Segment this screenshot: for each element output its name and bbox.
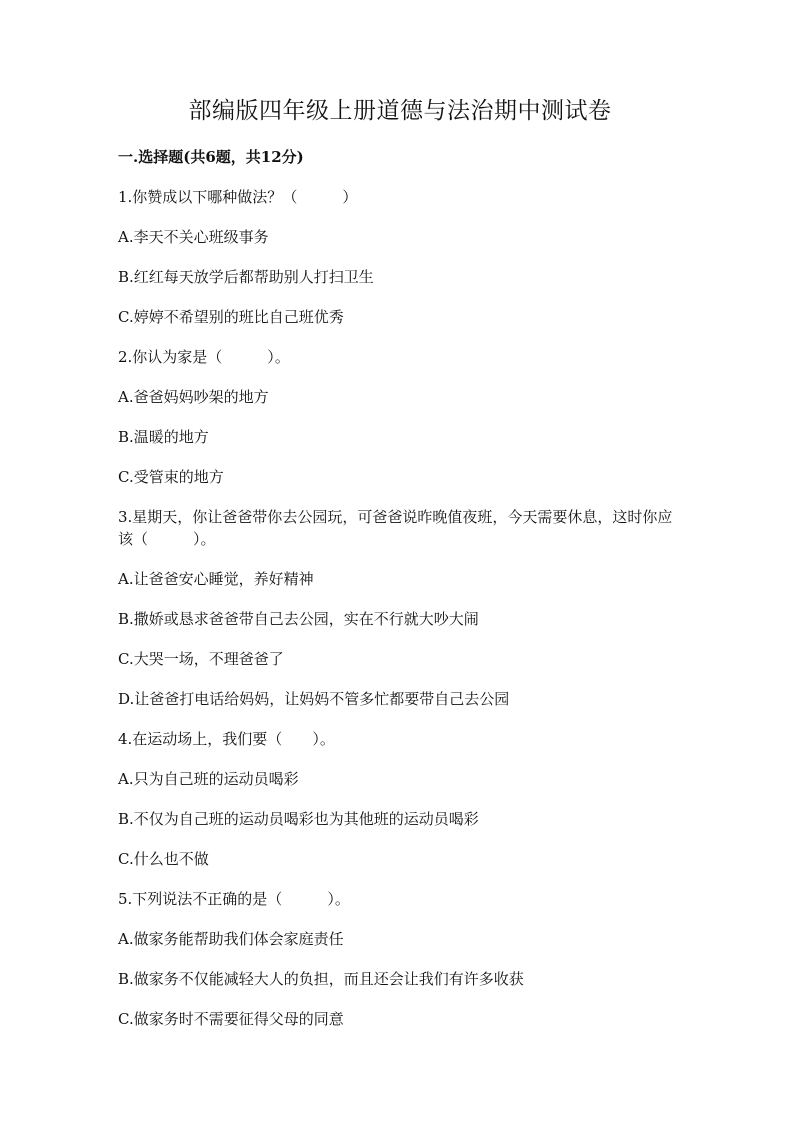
question-2-option-a: A.爸爸妈妈吵架的地方: [118, 388, 269, 406]
question-2-option-b: B.温暖的地方: [118, 428, 209, 446]
question-stem-5: 5.下列说法不正确的是（ ）。: [118, 890, 350, 908]
question-2-option-c: C.受管束的地方: [118, 468, 224, 486]
question-3-option-b: B.撒娇或恳求爸爸带自己去公园，实在不行就大吵大闹: [118, 610, 479, 628]
question-stem-4: 4.在运动场上，我们要（ ）。: [118, 730, 335, 748]
question-1-option-c: C.婷婷不希望别的班比自己班优秀: [118, 308, 344, 326]
question-1-option-b: B.红红每天放学后都帮助别人打扫卫生: [118, 268, 374, 286]
question-5-option-c: C.做家务时不需要征得父母的同意: [118, 1010, 344, 1028]
question-list: [118, 186, 678, 1048]
question-5-option-a: A.做家务能帮助我们体会家庭责任: [118, 930, 344, 948]
question-3-option-a: A.让爸爸安心睡觉，养好精神: [118, 570, 314, 588]
question-stem-2: 2.你认为家是（ ）。: [118, 348, 290, 366]
question-1-option-a: A.李天不关心班级事务: [118, 228, 269, 246]
question-4-option-c: C.什么也不做: [118, 850, 209, 868]
question-4-option-a: A.只为自己班的运动员喝彩: [118, 770, 299, 788]
question-3-option-c: C.大哭一场，不理爸爸了: [118, 650, 284, 668]
section-heading: 一.选择题(共6题，共12分): [118, 148, 304, 166]
question-stem-1: 1.你赞成以下哪种做法？（ ）: [118, 188, 358, 206]
question-stem-3: 3.星期天，你让爸爸带你去公园玩，可爸爸说昨晚值夜班，今天需要休息，这时你应该（ ）。: [118, 508, 673, 548]
question-3-option-d: D.让爸爸打电话给妈妈，让妈妈不管多忙都要带自己去公园: [118, 690, 510, 708]
question-5-option-b: B.做家务不仅能减轻大人的负担，而且还会让我们有许多收获: [118, 970, 524, 988]
page-title: 部编版四年级上册道德与法治期中测试卷: [188, 98, 612, 124]
question-4-option-b: B.不仅为自己班的运动员喝彩也为其他班的运动员喝彩: [118, 810, 479, 828]
